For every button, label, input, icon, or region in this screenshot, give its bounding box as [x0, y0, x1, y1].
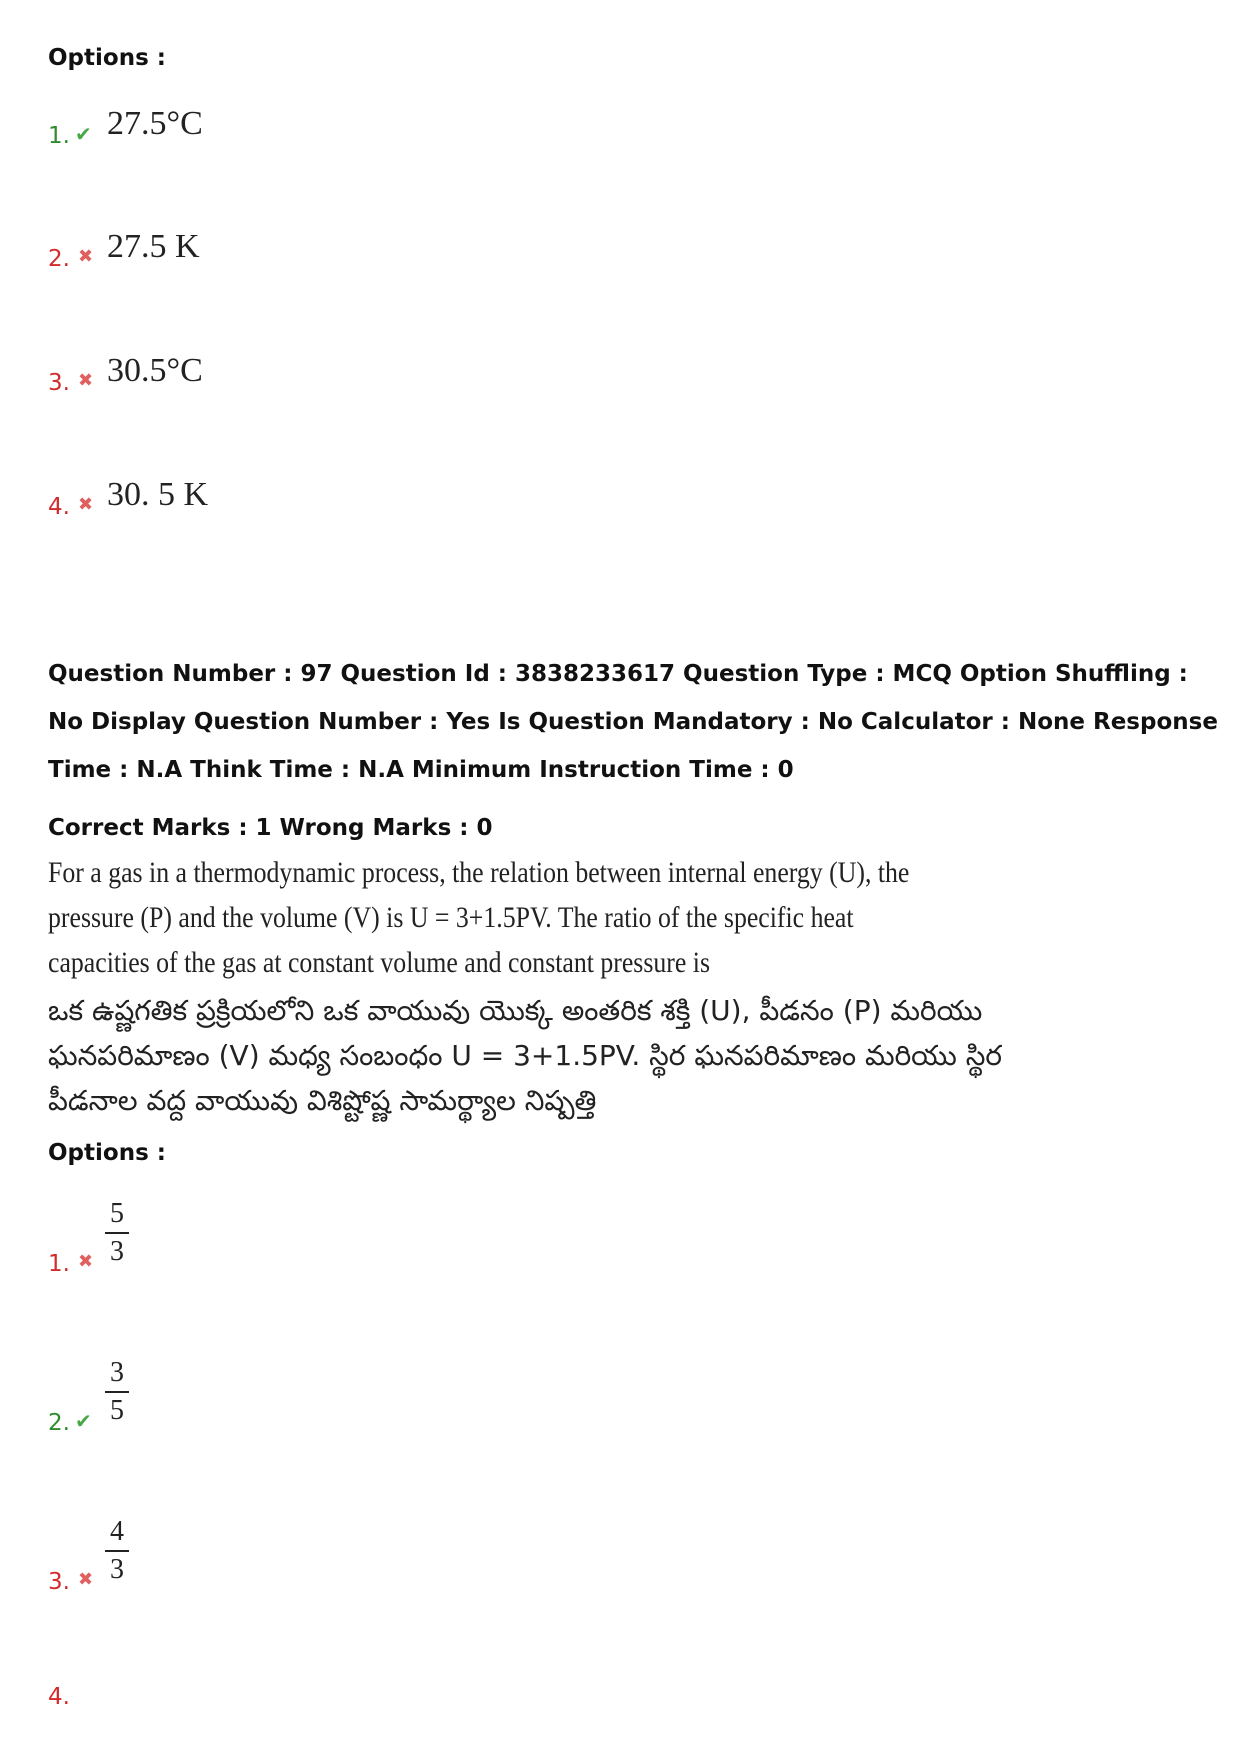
fraction-bar — [105, 1391, 129, 1393]
option-value: 30.5°C — [107, 352, 203, 389]
option-number: 2. — [48, 246, 70, 272]
option-number: 4. — [48, 494, 70, 520]
option-number: 1. — [48, 1251, 70, 1277]
check-icon: ✔ — [75, 1409, 92, 1433]
cross-icon: ✖ — [78, 246, 94, 267]
options-label: Options : — [48, 1140, 166, 1166]
option-fraction — [102, 1198, 132, 1268]
cross-icon: ✖ — [78, 1251, 94, 1272]
fraction-numerator: 4 — [110, 1516, 124, 1547]
option-number: 3. — [48, 370, 70, 396]
fraction-denominator: 3 — [110, 1554, 124, 1585]
fraction-denominator: 3 — [110, 1236, 124, 1267]
question-text-telugu: ఒక ఉష్ణగతిక ప్రక్రియలోని ఒక వాయువు యొక్క అంతరిక శక్తి (U), పీడనం (P) మరియు ఘనపరిమాణం (V) మధ్య సంబంధం U = 3+1.5PV. స్థిర ఘనపరిమాణం మరియు స్థిర పీడనాల వద్ద వాయువు విశిష్టోష్ణ సామర్థ్యాల నిష్పత్తి — [48, 994, 1003, 1117]
option-value: 27.5 K — [107, 228, 200, 265]
fraction-bar — [105, 1232, 129, 1234]
question-metadata: Question Number : 97 Question Id : 3838233617 Question Type : MCQ Option Shuffling : No Display Question Number : Yes Is Question Mandatory : No Calculator : None Response Time : N.A Think Time : N.A Minimum Instruction Time : 0 — [48, 661, 1218, 783]
fraction-bar — [105, 1550, 129, 1552]
fraction-numerator: 3 — [110, 1357, 124, 1388]
cross-icon: ✖ — [78, 370, 94, 391]
option-number: 2. — [48, 1410, 70, 1436]
option-number: 1. — [48, 123, 70, 149]
option-value: 30. 5 K — [107, 476, 209, 513]
cross-icon: ✖ — [78, 494, 94, 515]
option-number: 4. — [48, 1684, 70, 1710]
question-text-english: For a gas in a thermodynamic process, the relation between internal energy (U), the pressure (P) and the volume (V) is U = 3+1.5PV. The ratio of the specific heat capacities of the gas at constant volume and constant pressure is — [48, 856, 910, 979]
option-number: 3. — [48, 1569, 70, 1595]
check-icon: ✔ — [75, 122, 92, 146]
marks-info: Correct Marks : 1 Wrong Marks : 0 — [48, 815, 493, 841]
options-label: Options : — [48, 45, 166, 71]
cross-icon: ✖ — [78, 1569, 94, 1590]
option-value: 27.5°C — [107, 105, 203, 142]
option-fraction — [102, 1516, 132, 1586]
fraction-denominator: 5 — [110, 1395, 124, 1426]
fraction-numerator: 5 — [110, 1198, 124, 1229]
option-fraction — [102, 1357, 132, 1427]
